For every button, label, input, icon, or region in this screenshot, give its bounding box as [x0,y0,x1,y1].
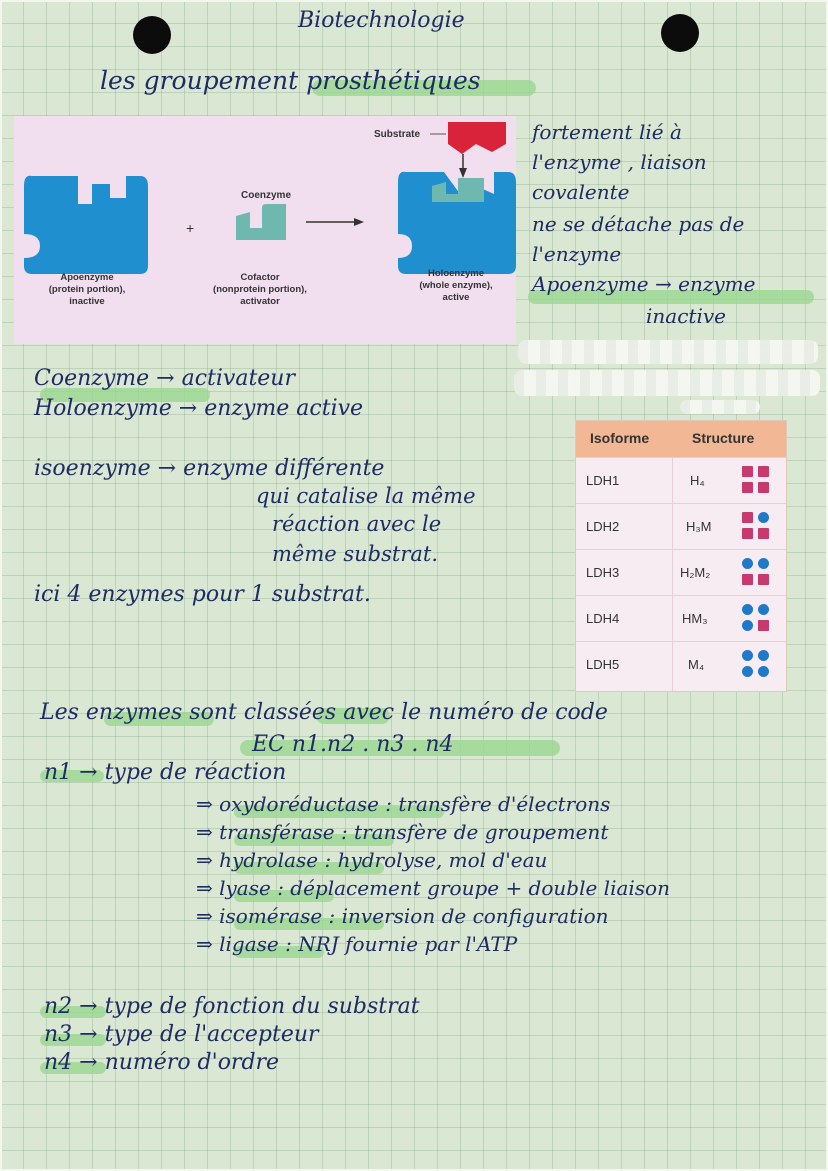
note-line: Apoenzyme → enzyme [532,272,756,296]
isoform-name: LDH3 [586,565,620,580]
coenzyme-note: Coenzyme → activateur [34,366,295,391]
subunit-m-circle [758,512,769,523]
cofactor-shape [236,204,286,240]
subunit-grid [742,466,772,496]
n1-note: n1 → type de réaction [44,760,287,785]
subunit-h-square [758,466,769,477]
holoenzyme-note: Holoenzyme → enzyme active [34,396,364,421]
enzyme-diagram-drawing [14,116,516,344]
isoform-name: LDH2 [586,519,620,534]
punch-hole-right [661,14,699,52]
structure-formula: H₄ [690,473,705,488]
reaction-type: ⇒ ligase : NRJ fournie par l'ATP [196,932,518,956]
subunit-grid [742,512,772,542]
page-title: Biotechnologie [298,8,465,33]
table-row [576,457,786,504]
subunit-grid [742,650,772,680]
structure-formula: H₃M [686,519,712,534]
subunit-grid [742,558,772,588]
subunit-h-square [742,574,753,585]
header-structure: Structure [692,430,755,446]
reaction-type: ⇒ hydrolase : hydrolyse, mol d'eau [196,848,548,872]
note-line: inactive [646,304,726,328]
subunit-h-square [758,574,769,585]
subunit-h-square [742,466,753,477]
reaction-type: ⇒ oxydoréductase : transfère d'électrons [196,792,611,816]
isoform-name: LDH5 [586,657,620,672]
subunit-m-circle [742,666,753,677]
subunit-m-circle [742,620,753,631]
isoform-table [575,420,787,692]
substrate-label: Substrate [373,129,421,140]
subunit-h-square [742,512,753,523]
punch-hole-left [133,16,171,54]
apoenzyme-shape [24,176,148,274]
subunit-m-circle [742,650,753,661]
table-row [576,641,786,688]
substrate-shape [448,122,506,154]
erased-text [514,370,820,396]
cofactor-caption: Cofactor (nonprotein portion), activator [213,272,307,307]
n2-note: n2 → type de fonction du substrat [44,994,420,1019]
note-line: l'enzyme [532,242,622,266]
plus-sign: + [186,220,195,236]
structure-formula: M₄ [688,657,705,672]
ec-number: EC n1.n2 . n3 . n4 [252,732,454,757]
note-line: ne se détache pas de [532,212,745,236]
structure-formula: H₂M₂ [680,565,711,580]
n3-note: n3 → type de l'accepteur [44,1022,319,1047]
isoform-name: LDH1 [586,473,620,488]
table-row [576,503,786,550]
page-subtitle: les groupement prosthétiques [100,66,481,95]
subunit-h-square [758,528,769,539]
subunit-m-circle [758,650,769,661]
isoenzyme-note: ici 4 enzymes pour 1 substrat. [34,582,371,607]
subunit-m-circle [758,604,769,615]
enzyme-diagram [14,116,516,344]
isoenzyme-note: isoenzyme → enzyme différente [34,456,385,481]
subunit-m-circle [758,558,769,569]
note-line: fortement lié à [532,120,682,144]
classification-intro: Les enzymes sont classées avec le numéro de code [40,700,608,725]
apoenzyme-caption: Apoenzyme (protein portion), inactive [48,272,126,307]
erased-text [680,400,760,414]
subunit-m-circle [742,558,753,569]
isoenzyme-note: qui catalise la même [256,484,476,508]
subunit-m-circle [758,666,769,677]
table-header [576,421,786,457]
subunit-h-square [742,482,753,493]
subunit-grid [742,604,772,634]
reaction-type: ⇒ isomérase : inversion de configuration [196,904,609,928]
table-row [576,595,786,642]
n4-note: n4 → numéro d'ordre [44,1050,280,1075]
table-row [576,549,786,596]
isoenzyme-note: réaction avec le [272,512,442,536]
subunit-h-square [758,482,769,493]
erased-text [518,340,818,364]
note-line: covalente [532,180,630,204]
holoenzyme-caption: Holoenzyme (whole enzyme), active [419,268,493,303]
subunit-h-square [742,528,753,539]
reaction-type: ⇒ transférase : transfère de groupement [196,820,609,844]
reaction-type: ⇒ lyase : déplacement groupe + double liaison [196,876,670,900]
structure-formula: HM₃ [682,611,708,626]
isoform-name: LDH4 [586,611,620,626]
header-isoforme: Isoforme [590,430,650,446]
subunit-h-square [758,620,769,631]
holoenzyme-shape [398,172,516,274]
subunit-m-circle [742,604,753,615]
isoenzyme-note: même substrat. [272,542,438,566]
coenzyme-label: Coenzyme [240,190,291,201]
note-line: l'enzyme , liaison [532,150,707,174]
